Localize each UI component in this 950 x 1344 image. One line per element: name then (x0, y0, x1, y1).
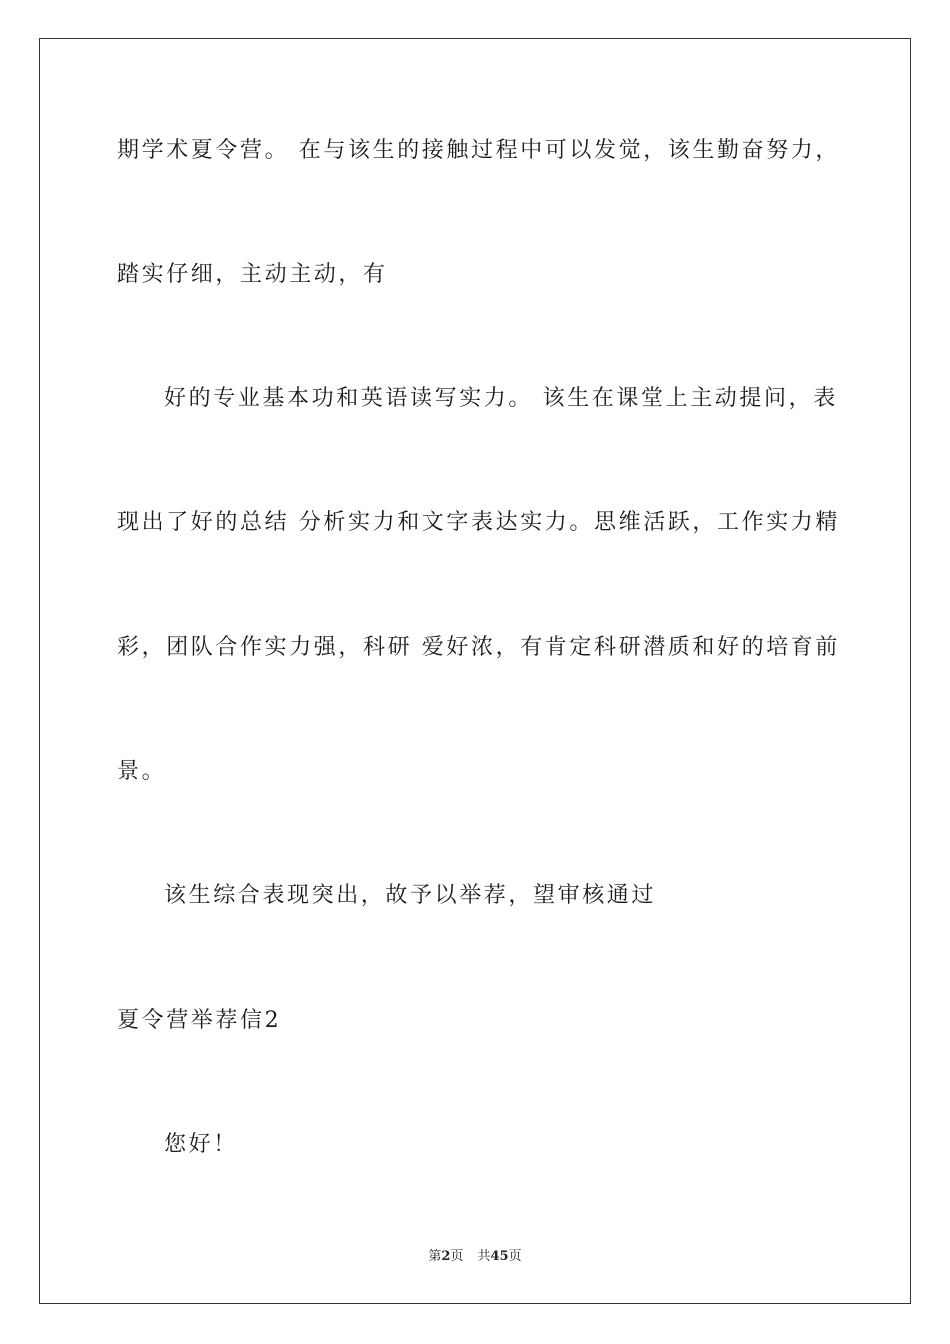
body-line-3: 好的专业基本功和英语读写实力。 该生在课堂上主动提问，表 (164, 386, 838, 411)
footer-total-pages: 45 (490, 1249, 509, 1264)
body-line-5: 彩，团队合作实力强，科研 爱好浓，有肯定科研潜质和好的培育前 (117, 635, 840, 660)
footer-page-suffix: 页 (450, 1249, 464, 1264)
footer-page-prefix: 第 (428, 1249, 442, 1264)
greeting-line: 您好！ (164, 1132, 238, 1157)
section-heading: 夏令营举荐信2 (117, 1008, 282, 1033)
footer-total-prefix: 共 (477, 1249, 491, 1264)
body-line-2: 踏实仔细，主动主动，有 (117, 262, 388, 287)
body-line-1: 期学术夏令营。 在与该生的接触过程中可以发觉，该生勤奋努力， (117, 138, 840, 163)
body-line-6: 景。 (117, 759, 167, 784)
footer-page-number: 2 (441, 1249, 451, 1264)
page-footer (0, 1248, 950, 1266)
body-line-7: 该生综合表现突出，故予以举荐，望审核通过 (164, 883, 657, 908)
footer-total-suffix: 页 (508, 1249, 522, 1264)
body-line-4: 现出了好的总结 分析实力和文字表达实力。思维活跃，工作实力精 (117, 510, 840, 535)
page-border (39, 38, 911, 1304)
